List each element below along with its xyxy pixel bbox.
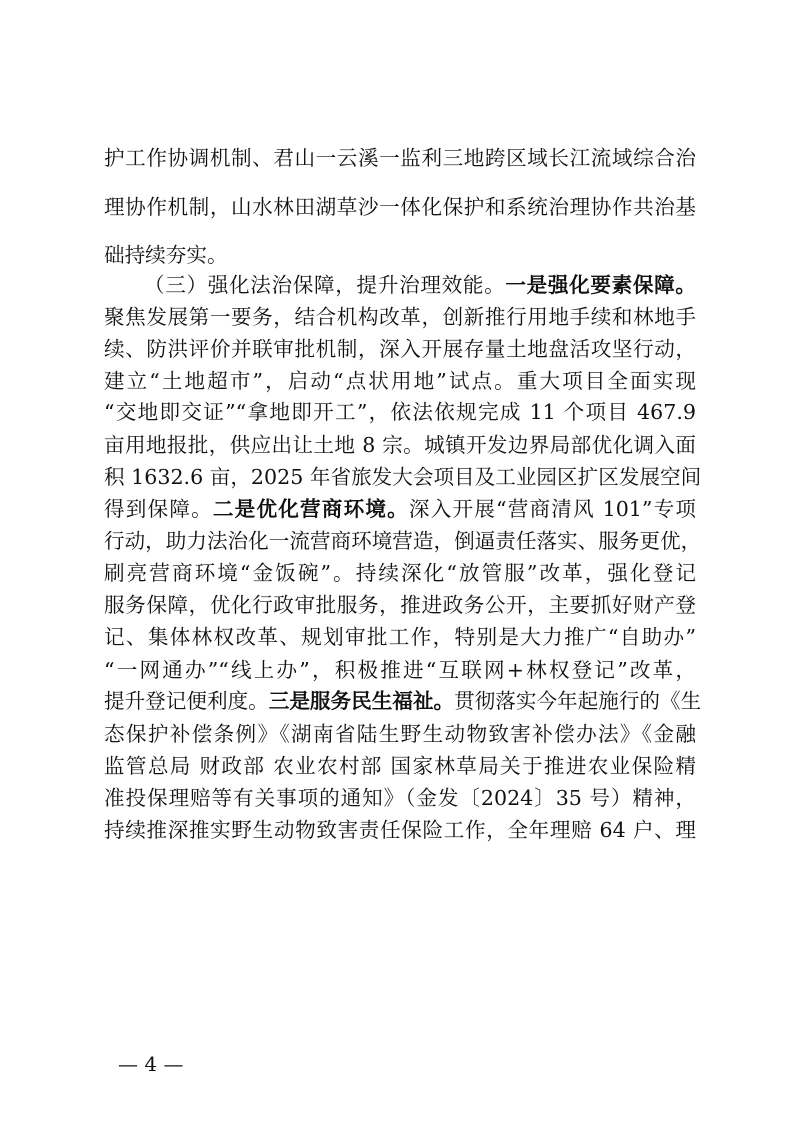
text-segment: 理协作机制，山水林田湖草沙一体化保护和系统治理协作共治基 xyxy=(104,195,696,219)
text-segment: 亩用地报批，供应出让土地 8 宗。城镇开发边界局部优化调入面 xyxy=(104,433,696,457)
text-segment: “交地即交证”“拿地即开工”，依法依规完成 11 个项目 467.9 xyxy=(104,400,696,424)
text-line xyxy=(104,783,696,813)
text-segment: 贯彻落实今年起施行的《生 xyxy=(454,689,702,713)
text-line xyxy=(104,366,696,396)
bold-text-segment: 三是服务民生福祉。 xyxy=(268,689,455,713)
text-segment: 提升登记便利度。 xyxy=(104,689,269,713)
text-segment: 积 1632.6 亩，2025 年省旅发大会项目及工业园区扩区发展空间 xyxy=(104,465,702,489)
text-line xyxy=(104,558,696,588)
text-segment: 刷亮营商环境“金饭碗”。持续深化“放管服”改革，强化登记 xyxy=(104,561,696,585)
text-segment: 态保护补偿条例》《湖南省陆生野生动物致害补偿办法》《金融 xyxy=(104,722,696,746)
text-line xyxy=(104,719,696,749)
text-segment: 建立“土地超市”，启动“点状用地”试点。重大项目全面实现 xyxy=(104,369,696,393)
text-line xyxy=(104,686,702,716)
text-segment: 聚焦发展第一要务，结合机构改革，创新推行用地手续和林地手 xyxy=(104,305,696,329)
text-line xyxy=(104,143,696,173)
bold-text-segment: 一是强化要素保障。 xyxy=(505,273,697,297)
text-segment: 行动，助力法治化一流营商环境营造，倒逼责任落实、服务更优， xyxy=(104,529,702,553)
text-line xyxy=(104,397,696,427)
page-number: — 4 — xyxy=(118,1052,184,1076)
text-line xyxy=(104,494,696,524)
text-segment: 持续推深推实野生动物致害责任保险工作，全年理赔 64 户、理 xyxy=(104,818,696,842)
text-line xyxy=(104,462,702,492)
bold-text-segment: 二是优化营商环境。 xyxy=(212,497,409,521)
text-segment: 服务保障，优化行政审批服务，推进政务公开，主要抓好财产登 xyxy=(104,593,696,617)
text-line xyxy=(104,240,696,270)
text-line xyxy=(104,751,696,781)
text-line xyxy=(104,192,696,222)
text-segment: 监管总局 财政部 农业农村部 国家林草局关于推进农业保险精 xyxy=(104,754,696,778)
text-segment: 得到保障。 xyxy=(104,497,213,521)
text-line xyxy=(104,655,696,685)
text-segment: “一网通办”“线上办”，积极推进“互联网+林权登记”改革， xyxy=(104,658,696,682)
text-line xyxy=(104,302,696,332)
text-segment: 护工作协调机制、君山一云溪一监利三地跨区域长江流域综合治 xyxy=(104,146,696,170)
text-line xyxy=(104,622,696,652)
text-line xyxy=(104,430,696,460)
text-line xyxy=(144,270,696,300)
text-segment: 准投保理赔等有关事项的通知》（金发〔2024〕35 号）精神， xyxy=(104,786,696,810)
text-segment: 续、防洪评价并联审批机制，深入开展存量土地盘活攻坚行动， xyxy=(104,337,696,361)
text-line xyxy=(104,526,702,556)
text-line xyxy=(104,334,696,364)
text-segment: 深入开展“营商清风 101”专项 xyxy=(408,497,696,521)
text-segment: 记、集体林权改革、规划审批工作，特别是大力推广“自助办” xyxy=(104,625,696,649)
text-segment: （三）强化法治保障，提升治理效能。 xyxy=(144,273,506,297)
text-line xyxy=(104,590,696,620)
text-segment: 础持续夯实。 xyxy=(104,243,228,267)
text-line xyxy=(104,815,696,845)
